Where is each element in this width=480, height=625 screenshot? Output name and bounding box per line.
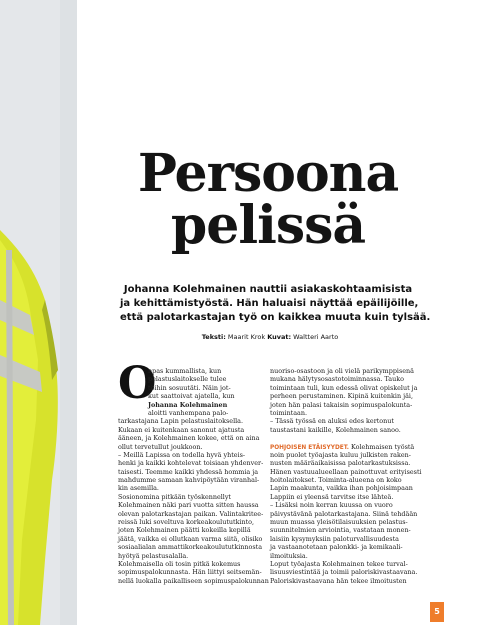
body-line: Hänen vastuualueellaan painottuvat erityisesti (270, 467, 422, 476)
body-line: POHJOISEN ETÄISYYDET. Kolehmaisen työstä (270, 442, 415, 451)
body-line: päivystävänä palotarkastajana. Siinä tehdään (270, 509, 418, 518)
body-line: henki ja kaikki kohtelevat toisiaan yhdenver- (118, 459, 264, 468)
body-line: taisesti. Teemme kaikki yhdessä hommia ja (118, 467, 259, 476)
body-line: mahdumme samaan kahvipöytään viranhal- (118, 476, 260, 485)
body-line: sosiaalialan ammattikorkeakoulututkinnosta (118, 543, 263, 552)
body-line: nusten määräaikaisissa palotarkastuksissa. (270, 459, 411, 468)
lede-line: että palotarkastajan työ on kaikkea muuta kuin tylsää. (120, 312, 431, 323)
headline-line-2: pelissä (170, 195, 366, 256)
body-line: nellä luokalla paikalliseen sopimuspalokunnan (118, 576, 269, 585)
body-line: reissä luki soveltuva korkeakoulututkinto, (118, 518, 255, 527)
body-line: ja vastaanotetaan palonkki- ja kemikaali- (270, 543, 403, 552)
body-line: lisuusviestintää ja toimii paloriskivastaavana. (270, 568, 418, 577)
credits-photo-author: Waltteri Aarto (293, 333, 339, 341)
body-line: toimintaan. (270, 408, 308, 417)
body-line: toimintaan tuli, kun edessä olivat opiskelut ja (270, 383, 418, 392)
credits-text-author: Maarit Krok (227, 333, 266, 341)
body-line: töihin sosuutäti. Näin jot- (148, 383, 231, 392)
body-line: nuoriso-osastoon ja oli vielä parikymppisenä (270, 367, 414, 375)
body-line: joten hän palasi takaisin sopimuspalokunta- (270, 400, 413, 409)
body-line: aloitti vanhempana palo- (148, 408, 229, 417)
body-line: Kukaan ei kuitenkaan sanonut ajatusta (118, 425, 245, 434)
headline-line-1: Persoona (137, 143, 399, 204)
section-subhead: POHJOISEN ETÄISYYDET. (270, 444, 349, 451)
body-line: noin puolet työajasta kuluu julkisten raken- (270, 450, 411, 459)
body-line: tarkastajana Lapin pelastuslaitoksella. (118, 417, 244, 426)
body-line: Loput työajasta Kolehmainen tekee turval- (270, 559, 408, 568)
body-line: ilmoituksia. (270, 551, 308, 560)
body-line: Lapin maakunta, vaikka ihan pohjoisimpaan (270, 484, 413, 493)
body-line: joten Kolehmainen päätti kokeilla kepillä (118, 526, 251, 535)
page-number: 5 (430, 602, 444, 622)
body-line: jäätä, vaikka ei ollutkaan varma siitä, olisiko (118, 534, 263, 543)
body-line: pelastuslaitokselle tulee (148, 375, 227, 384)
body-line: hyötyä pelastusalalla. (118, 551, 189, 560)
body-line: – Tässä työssä en aluksi edes kertonut (270, 417, 394, 426)
body-line: npas kummallista, kun (148, 367, 222, 375)
body-line: olevan palotarkastajan paikan. Valintakritee- (118, 509, 264, 518)
body-line: Sosionomina pitkään työskennellyt (118, 492, 232, 501)
body-line: Lappiin ei yleensä tarvitse itse lähteä. (270, 492, 394, 501)
lede-line: ja kehittämistyöstä. Hän haluaisi näyttää epäilijöille, (120, 298, 419, 309)
body-line: perheen perustaminen. Kipinä kuitenkin jäi, (270, 392, 413, 401)
body-line: laisiin kysymyksiin paloturvallisuudesta (270, 534, 399, 543)
lede-line: Johanna Kolehmainen nauttii asiakaskohtaamisista (123, 284, 413, 295)
body-column-right (270, 367, 422, 585)
body-line (270, 434, 422, 442)
body-line: kut saattoivat ajatella, kun (148, 392, 235, 401)
body-line: Kolehmaisella oli tosin pitkä kokemus (118, 559, 241, 568)
lede (120, 283, 431, 325)
body-line: – Meillä Lapissa on todella hyvä yhteis- (118, 450, 246, 459)
body-line: Kolehmainen näki pari vuotta sitten haussa (118, 501, 259, 510)
credits (100, 333, 440, 341)
body-line: sopimuspalokunnasta. Hän liittyi seitsemän- (118, 568, 262, 577)
body-line: hoitolaitokset. Toiminta-alueena on koko (270, 476, 402, 485)
body-line: suunnitelmien arviointia, vastataan monen- (270, 526, 411, 535)
body-line: mukana hälytysosastotoiminnassa. Tauko (270, 375, 404, 384)
body-line: – Lisäksi noin kerran kuussa on vuoro (270, 501, 393, 510)
body-column-left (118, 358, 270, 585)
body-line: Johanna Kolehmainen (148, 400, 228, 409)
credits-photo-label: Kuvat: (267, 333, 292, 341)
body-line: Paloriskivastaavana hän tekee ilmoitusten (270, 576, 407, 585)
body-line: taustastani kaikille, Kolehmainen sanoo. (270, 425, 401, 434)
cover-photo (0, 0, 77, 625)
body-line: kin asemilla. (118, 484, 159, 493)
body-line: ääneen, ja Kolehmainen kokee, että on aina (118, 434, 260, 443)
body-line: ollut tervetullut joukkoon. (118, 442, 203, 451)
drop-cap: O (118, 358, 157, 409)
body-line: muun muassa yleisötilaisuuksien pelastus- (270, 518, 408, 527)
credits-text-label: Teksti: (201, 333, 226, 341)
